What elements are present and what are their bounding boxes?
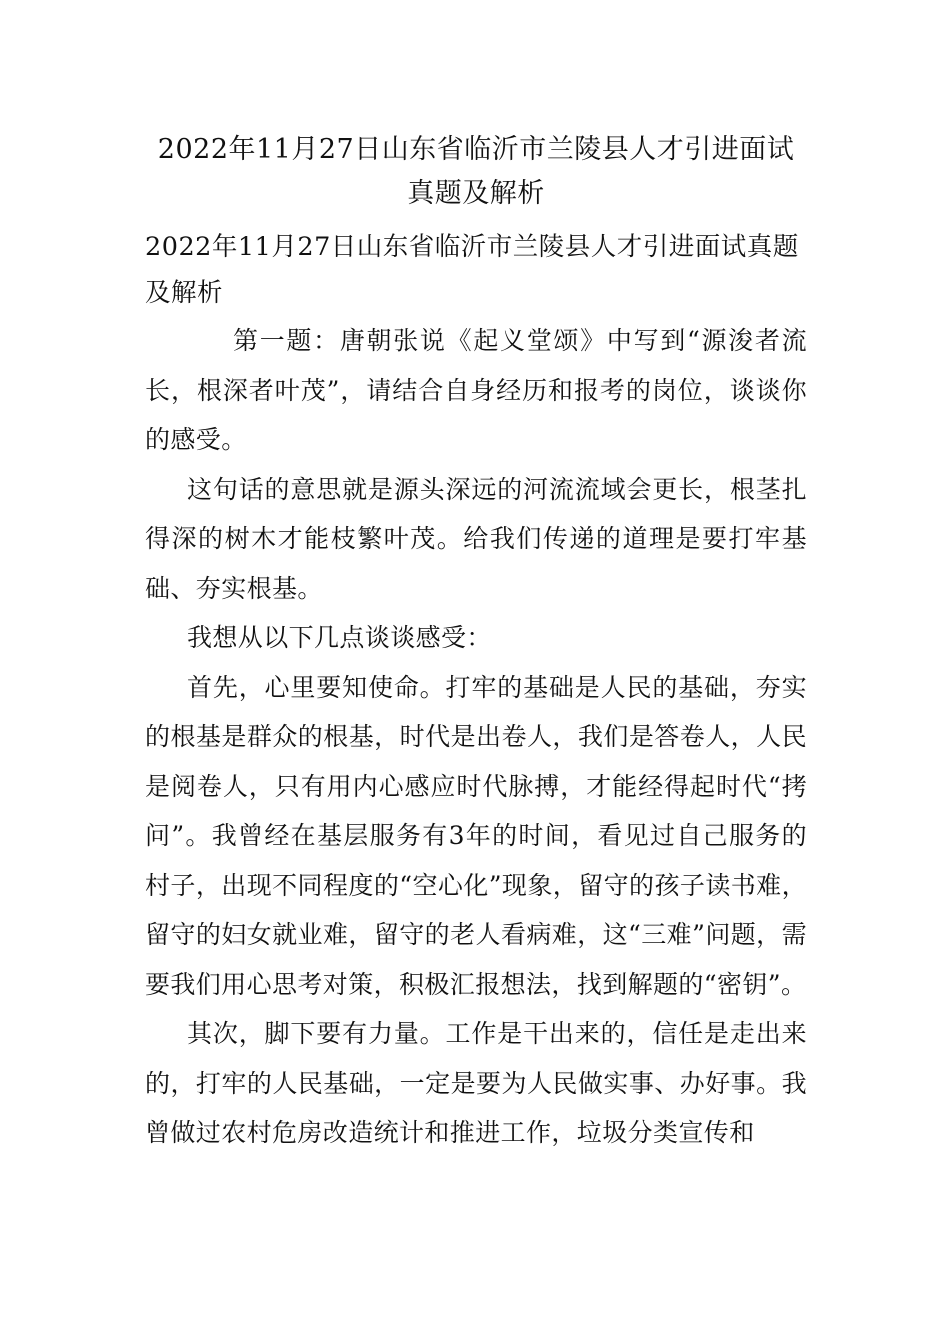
document-title-centered: 2022年11月27日山东省临沂市兰陵县人才引进面试真题及解析 <box>157 134 795 209</box>
question-paragraph: 第一题：唐朝张说《起义堂颂》中写到“源浚者流长，根深者叶茂”，请结合自身经历和报考的岗位，谈谈你的感受。 <box>145 326 807 454</box>
document-title-left: 2022年11月27日山东省临沂市兰陵县人才引进面试真题及解析 <box>145 232 799 308</box>
second-point-paragraph: 其次，脚下要有力量。工作是干出来的，信任是走出来的，打牢的人民基础，一定是要为人民做实事、办好事。我曾做过农村危房改造统计和推进工作，垃圾分类宣传和 <box>145 1019 807 1147</box>
first-point-paragraph: 首先，心里要知使命。打牢的基础是人民的基础，夯实的根基是群众的根基，时代是出卷人，我们是答卷人，人民是阅卷人，只有用内心感应时代脉搏，才能经得起时代“拷问”。我曾经在基层服务有3年的时间，看见过自己服务的村子，出现不同程度的“空心化”现象，留守的孩子读书难，留守的妇女就业难，留守的老人看病难，这“三难”问题，需要我们用心思考对策，积极汇报想法，找到解题的“密钥”。 <box>145 672 807 999</box>
meaning-paragraph: 这句话的意思就是源头深远的河流流域会更长，根茎扎得深的树木才能枝繁叶茂。给我们传递的道理是要打牢基础、夯实根基。 <box>145 474 807 603</box>
document-body <box>145 128 807 1158</box>
intro-paragraph: 我想从以下几点谈谈感受： <box>187 623 492 652</box>
